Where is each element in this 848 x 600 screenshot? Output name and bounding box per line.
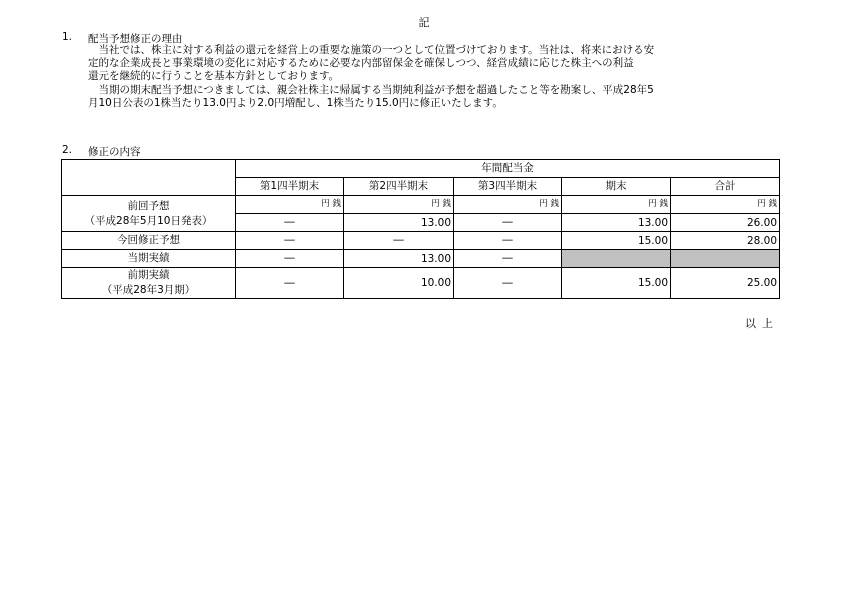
- column-header: 第2四半期末: [344, 178, 454, 196]
- column-header: 第3四半期末: [454, 178, 562, 196]
- row-label-line: （平成28年5月10日発表）: [84, 214, 213, 227]
- cell-q1: ―: [236, 250, 344, 268]
- cell-q3: ―: [454, 214, 562, 232]
- cell-end: 15.00: [562, 268, 671, 299]
- table-row: [62, 268, 780, 299]
- table-row: [62, 250, 780, 268]
- row-label-line: 前回予想: [127, 199, 170, 212]
- paragraph2-line: 当期の期末配当予想につきましては、親会社株主に帰属する当期純利益が予想を超過したこと等を勘案し、平成28年5: [88, 84, 654, 96]
- unit-label: 円 銭: [562, 196, 671, 214]
- cell-total: 28.00: [671, 232, 780, 250]
- unit-label: 円 銭: [671, 196, 780, 214]
- paragraph1-line: 還元を継続的に行うことを基本方針としております。: [88, 70, 340, 82]
- closing-mark: 以上: [745, 317, 779, 330]
- cell-end: 15.00: [562, 232, 671, 250]
- cell-q1: ―: [236, 268, 344, 299]
- unit-label: 円 銭: [454, 196, 562, 214]
- cell-q2: 10.00: [344, 268, 454, 299]
- document-heading: 記: [418, 16, 430, 29]
- row-label: [62, 268, 236, 299]
- cell-q1: ―: [236, 232, 344, 250]
- cell-total: 25.00: [671, 268, 780, 299]
- section1-number: 1.: [62, 31, 73, 43]
- cell-q3: ―: [454, 232, 562, 250]
- cell-q2: ―: [344, 232, 454, 250]
- row-label: 今回修正予想: [62, 232, 236, 250]
- column-header: 期末: [562, 178, 671, 196]
- table-corner-cell: [62, 160, 236, 196]
- table-row: [62, 196, 780, 214]
- cell-total: 26.00: [671, 214, 780, 232]
- cell-q3: ―: [454, 250, 562, 268]
- paragraph1-line: 当社では、株主に対する利益の還元を経営上の重要な施策の一つとして位置づけております。当社は、将来における安: [88, 44, 655, 56]
- cell-q2: 13.00: [344, 250, 454, 268]
- row-label: 当期実績: [62, 250, 236, 268]
- unit-label: 円 銭: [236, 196, 344, 214]
- section1-paragraph2: [88, 84, 788, 110]
- section1-paragraph1: [88, 44, 788, 83]
- cell-q3: ―: [454, 268, 562, 299]
- cell-total-shaded: [671, 250, 780, 268]
- column-header: 合計: [671, 178, 780, 196]
- section2-title: 修正の内容: [88, 146, 141, 158]
- row-label-line: 前期実績: [127, 269, 170, 281]
- table-header-row: [62, 160, 780, 178]
- cell-q2: 13.00: [344, 214, 454, 232]
- cell-end-shaded: [562, 250, 671, 268]
- group-header: 年間配当金: [236, 160, 780, 178]
- paragraph1-line: 定的な企業成長と事業環境の変化に対応するために必要な内部留保金を確保しつつ、経営成績に応じた株主への利益: [88, 57, 634, 69]
- column-header: 第1四半期末: [236, 178, 344, 196]
- paragraph2-line: 月10日公表の1株当たり13.0円より2.0円増配し、1株当たり15.0円に修正いたします。: [88, 97, 503, 109]
- section2-number: 2.: [62, 144, 73, 156]
- table-row: [62, 232, 780, 250]
- row-label: [62, 196, 236, 232]
- row-label-line: （平成28年3月期）: [101, 284, 196, 296]
- cell-q1: ―: [236, 214, 344, 232]
- dividend-table: [61, 159, 780, 299]
- section1-title: 配当予想修正の理由: [88, 33, 183, 45]
- cell-end: 13.00: [562, 214, 671, 232]
- unit-label: 円 銭: [344, 196, 454, 214]
